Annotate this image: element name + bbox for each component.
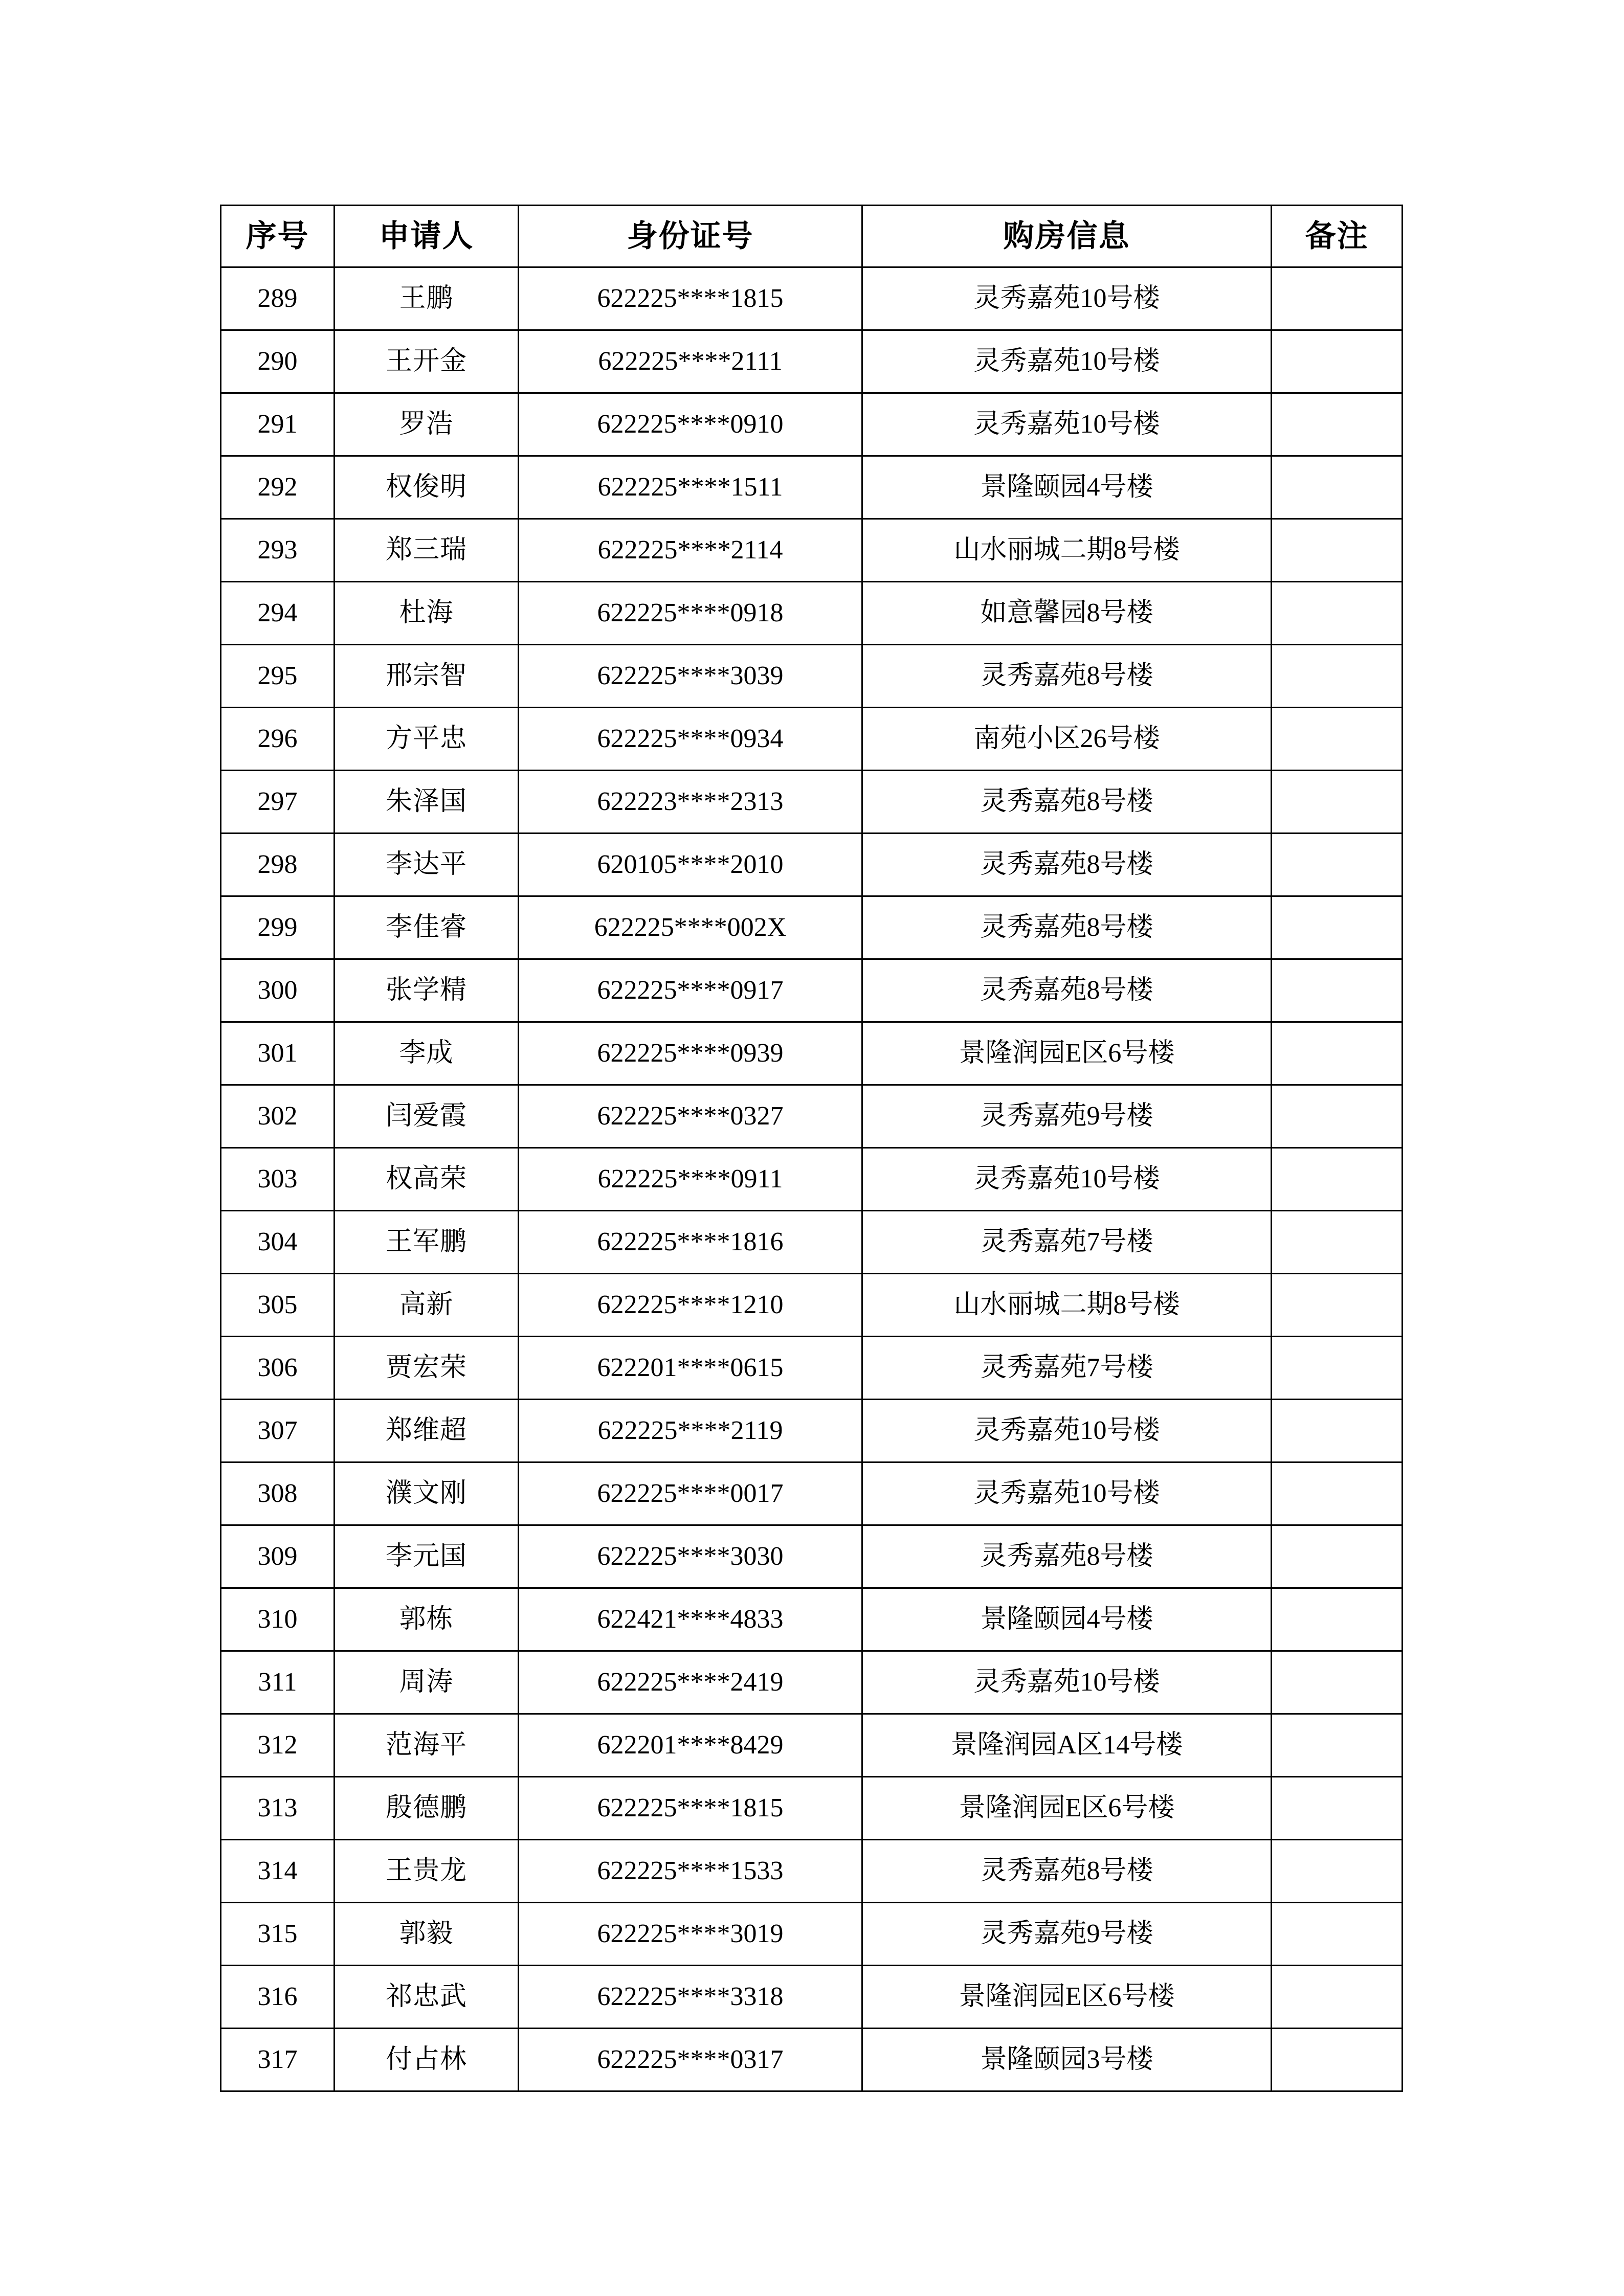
table-row [221, 519, 1403, 582]
table-row [221, 1966, 1403, 2029]
cell-index: 311 [221, 1651, 335, 1714]
cell-id-number: 622225****0327 [519, 1085, 862, 1148]
table-header [221, 206, 1403, 267]
cell-id-number: 622225****2419 [519, 1651, 862, 1714]
cell-remarks [1272, 1462, 1403, 1525]
table-row [221, 771, 1403, 834]
cell-index: 296 [221, 708, 335, 771]
table-row [221, 330, 1403, 393]
cell-id-number: 622225****1816 [519, 1211, 862, 1274]
cell-remarks [1272, 1274, 1403, 1337]
cell-purchase-info: 灵秀嘉苑10号楼 [862, 1148, 1272, 1211]
cell-index: 314 [221, 1840, 335, 1903]
cell-remarks [1272, 2029, 1403, 2091]
cell-applicant: 濮文刚 [335, 1462, 519, 1525]
cell-remarks [1272, 393, 1403, 456]
cell-applicant: 权高荣 [335, 1148, 519, 1211]
table-row [221, 267, 1403, 330]
roster-table-container [220, 205, 1401, 2092]
table-row [221, 1022, 1403, 1085]
cell-index: 317 [221, 2029, 335, 2091]
cell-remarks [1272, 1211, 1403, 1274]
cell-applicant: 王鹏 [335, 267, 519, 330]
cell-applicant: 方平忠 [335, 708, 519, 771]
cell-remarks [1272, 1651, 1403, 1714]
cell-applicant: 高新 [335, 1274, 519, 1337]
cell-id-number: 622225****1533 [519, 1840, 862, 1903]
table-row [221, 393, 1403, 456]
cell-index: 303 [221, 1148, 335, 1211]
cell-purchase-info: 灵秀嘉苑8号楼 [862, 959, 1272, 1022]
cell-id-number: 622225****3019 [519, 1903, 862, 1966]
cell-remarks [1272, 330, 1403, 393]
table-row [221, 1148, 1403, 1211]
cell-purchase-info: 灵秀嘉苑8号楼 [862, 834, 1272, 896]
cell-index: 292 [221, 456, 335, 519]
cell-applicant: 罗浩 [335, 393, 519, 456]
cell-remarks [1272, 1777, 1403, 1840]
table-row [221, 1085, 1403, 1148]
column-header-applicant: 申请人 [335, 206, 519, 267]
cell-id-number: 622225****0317 [519, 2029, 862, 2091]
cell-applicant: 李成 [335, 1022, 519, 1085]
cell-purchase-info: 景隆颐园3号楼 [862, 2029, 1272, 2091]
cell-purchase-info: 灵秀嘉苑7号楼 [862, 1337, 1272, 1400]
cell-purchase-info: 灵秀嘉苑7号楼 [862, 1211, 1272, 1274]
cell-purchase-info: 景隆润园A区14号楼 [862, 1714, 1272, 1777]
cell-purchase-info: 景隆润园E区6号楼 [862, 1777, 1272, 1840]
cell-index: 293 [221, 519, 335, 582]
cell-applicant: 王贵龙 [335, 1840, 519, 1903]
table-row [221, 834, 1403, 896]
column-header-remarks: 备注 [1272, 206, 1403, 267]
cell-purchase-info: 灵秀嘉苑9号楼 [862, 1085, 1272, 1148]
cell-applicant: 殷德鹏 [335, 1777, 519, 1840]
cell-id-number: 622225****0939 [519, 1022, 862, 1085]
cell-applicant: 杜海 [335, 582, 519, 645]
cell-index: 291 [221, 393, 335, 456]
table-row [221, 1588, 1403, 1651]
cell-applicant: 李达平 [335, 834, 519, 896]
cell-remarks [1272, 267, 1403, 330]
cell-applicant: 王开金 [335, 330, 519, 393]
cell-index: 290 [221, 330, 335, 393]
cell-applicant: 闫爱霞 [335, 1085, 519, 1148]
cell-purchase-info: 灵秀嘉苑10号楼 [862, 267, 1272, 330]
cell-id-number: 622201****8429 [519, 1714, 862, 1777]
cell-id-number: 622225****2111 [519, 330, 862, 393]
cell-remarks [1272, 1148, 1403, 1211]
cell-applicant: 付占林 [335, 2029, 519, 2091]
cell-remarks [1272, 771, 1403, 834]
cell-remarks [1272, 1714, 1403, 1777]
cell-purchase-info: 灵秀嘉苑8号楼 [862, 1525, 1272, 1588]
table-row [221, 1337, 1403, 1400]
table-row [221, 1462, 1403, 1525]
cell-id-number: 622225****3030 [519, 1525, 862, 1588]
cell-index: 294 [221, 582, 335, 645]
cell-purchase-info: 山水丽城二期8号楼 [862, 1274, 1272, 1337]
cell-id-number: 622223****2313 [519, 771, 862, 834]
cell-id-number: 622225****0934 [519, 708, 862, 771]
table-row [221, 1211, 1403, 1274]
cell-remarks [1272, 1903, 1403, 1966]
cell-remarks [1272, 708, 1403, 771]
table-row [221, 959, 1403, 1022]
cell-index: 298 [221, 834, 335, 896]
column-header-id-number: 身份证号 [519, 206, 862, 267]
cell-applicant: 郑维超 [335, 1400, 519, 1462]
cell-applicant: 李佳睿 [335, 896, 519, 959]
cell-id-number: 622201****0615 [519, 1337, 862, 1400]
cell-purchase-info: 灵秀嘉苑8号楼 [862, 896, 1272, 959]
cell-purchase-info: 南苑小区26号楼 [862, 708, 1272, 771]
roster-table [220, 205, 1403, 2092]
cell-id-number: 622225****2114 [519, 519, 862, 582]
cell-index: 316 [221, 1966, 335, 2029]
table-row [221, 2029, 1403, 2091]
cell-applicant: 郭栋 [335, 1588, 519, 1651]
cell-purchase-info: 如意馨园8号楼 [862, 582, 1272, 645]
cell-applicant: 李元国 [335, 1525, 519, 1588]
cell-index: 289 [221, 267, 335, 330]
table-header-row [221, 206, 1403, 267]
cell-purchase-info: 景隆润园E区6号楼 [862, 1966, 1272, 2029]
cell-remarks [1272, 1840, 1403, 1903]
cell-applicant: 祁忠武 [335, 1966, 519, 2029]
cell-index: 297 [221, 771, 335, 834]
cell-purchase-info: 灵秀嘉苑10号楼 [862, 330, 1272, 393]
cell-purchase-info: 灵秀嘉苑10号楼 [862, 1651, 1272, 1714]
cell-remarks [1272, 1337, 1403, 1400]
cell-remarks [1272, 456, 1403, 519]
table-row [221, 1840, 1403, 1903]
cell-purchase-info: 景隆颐园4号楼 [862, 456, 1272, 519]
cell-applicant: 贾宏荣 [335, 1337, 519, 1400]
table-row [221, 1903, 1403, 1966]
cell-index: 300 [221, 959, 335, 1022]
cell-purchase-info: 灵秀嘉苑10号楼 [862, 393, 1272, 456]
cell-remarks [1272, 1085, 1403, 1148]
cell-index: 295 [221, 645, 335, 708]
cell-index: 307 [221, 1400, 335, 1462]
cell-index: 306 [221, 1337, 335, 1400]
cell-remarks [1272, 1022, 1403, 1085]
cell-id-number: 622225****0917 [519, 959, 862, 1022]
table-row [221, 456, 1403, 519]
cell-index: 309 [221, 1525, 335, 1588]
cell-remarks [1272, 959, 1403, 1022]
cell-index: 301 [221, 1022, 335, 1085]
cell-index: 299 [221, 896, 335, 959]
cell-index: 313 [221, 1777, 335, 1840]
table-row [221, 1777, 1403, 1840]
cell-index: 315 [221, 1903, 335, 1966]
cell-remarks [1272, 582, 1403, 645]
cell-id-number: 622225****1815 [519, 1777, 862, 1840]
table-row [221, 1400, 1403, 1462]
cell-index: 312 [221, 1714, 335, 1777]
cell-id-number: 620105****2010 [519, 834, 862, 896]
cell-id-number: 622225****0910 [519, 393, 862, 456]
cell-applicant: 周涛 [335, 1651, 519, 1714]
cell-remarks [1272, 1966, 1403, 2029]
cell-remarks [1272, 1525, 1403, 1588]
cell-index: 305 [221, 1274, 335, 1337]
table-row [221, 1651, 1403, 1714]
cell-id-number: 622225****0918 [519, 582, 862, 645]
cell-id-number: 622225****002X [519, 896, 862, 959]
table-row [221, 645, 1403, 708]
cell-id-number: 622421****4833 [519, 1588, 862, 1651]
cell-remarks [1272, 1588, 1403, 1651]
column-header-index: 序号 [221, 206, 335, 267]
cell-purchase-info: 景隆润园E区6号楼 [862, 1022, 1272, 1085]
cell-remarks [1272, 519, 1403, 582]
cell-purchase-info: 灵秀嘉苑8号楼 [862, 1840, 1272, 1903]
cell-applicant: 朱泽国 [335, 771, 519, 834]
cell-index: 308 [221, 1462, 335, 1525]
cell-applicant: 郭毅 [335, 1903, 519, 1966]
table-row [221, 708, 1403, 771]
cell-purchase-info: 灵秀嘉苑8号楼 [862, 645, 1272, 708]
cell-applicant: 王军鹏 [335, 1211, 519, 1274]
cell-remarks [1272, 645, 1403, 708]
cell-purchase-info: 灵秀嘉苑9号楼 [862, 1903, 1272, 1966]
cell-id-number: 622225****1511 [519, 456, 862, 519]
cell-remarks [1272, 1400, 1403, 1462]
column-header-purchase-info: 购房信息 [862, 206, 1272, 267]
cell-purchase-info: 灵秀嘉苑10号楼 [862, 1400, 1272, 1462]
cell-id-number: 622225****1210 [519, 1274, 862, 1337]
cell-id-number: 622225****2119 [519, 1400, 862, 1462]
table-row [221, 1274, 1403, 1337]
table-row [221, 1714, 1403, 1777]
cell-applicant: 张学精 [335, 959, 519, 1022]
table-body [221, 267, 1403, 2091]
cell-remarks [1272, 896, 1403, 959]
cell-remarks [1272, 834, 1403, 896]
cell-applicant: 权俊明 [335, 456, 519, 519]
cell-index: 304 [221, 1211, 335, 1274]
cell-id-number: 622225****0017 [519, 1462, 862, 1525]
table-row [221, 1525, 1403, 1588]
table-row [221, 582, 1403, 645]
cell-id-number: 622225****0911 [519, 1148, 862, 1211]
cell-index: 310 [221, 1588, 335, 1651]
cell-index: 302 [221, 1085, 335, 1148]
cell-purchase-info: 灵秀嘉苑10号楼 [862, 1462, 1272, 1525]
cell-applicant: 范海平 [335, 1714, 519, 1777]
cell-purchase-info: 山水丽城二期8号楼 [862, 519, 1272, 582]
cell-purchase-info: 景隆颐园4号楼 [862, 1588, 1272, 1651]
cell-applicant: 邢宗智 [335, 645, 519, 708]
cell-id-number: 622225****3318 [519, 1966, 862, 2029]
cell-purchase-info: 灵秀嘉苑8号楼 [862, 771, 1272, 834]
cell-id-number: 622225****1815 [519, 267, 862, 330]
cell-id-number: 622225****3039 [519, 645, 862, 708]
cell-applicant: 郑三瑞 [335, 519, 519, 582]
table-row [221, 896, 1403, 959]
